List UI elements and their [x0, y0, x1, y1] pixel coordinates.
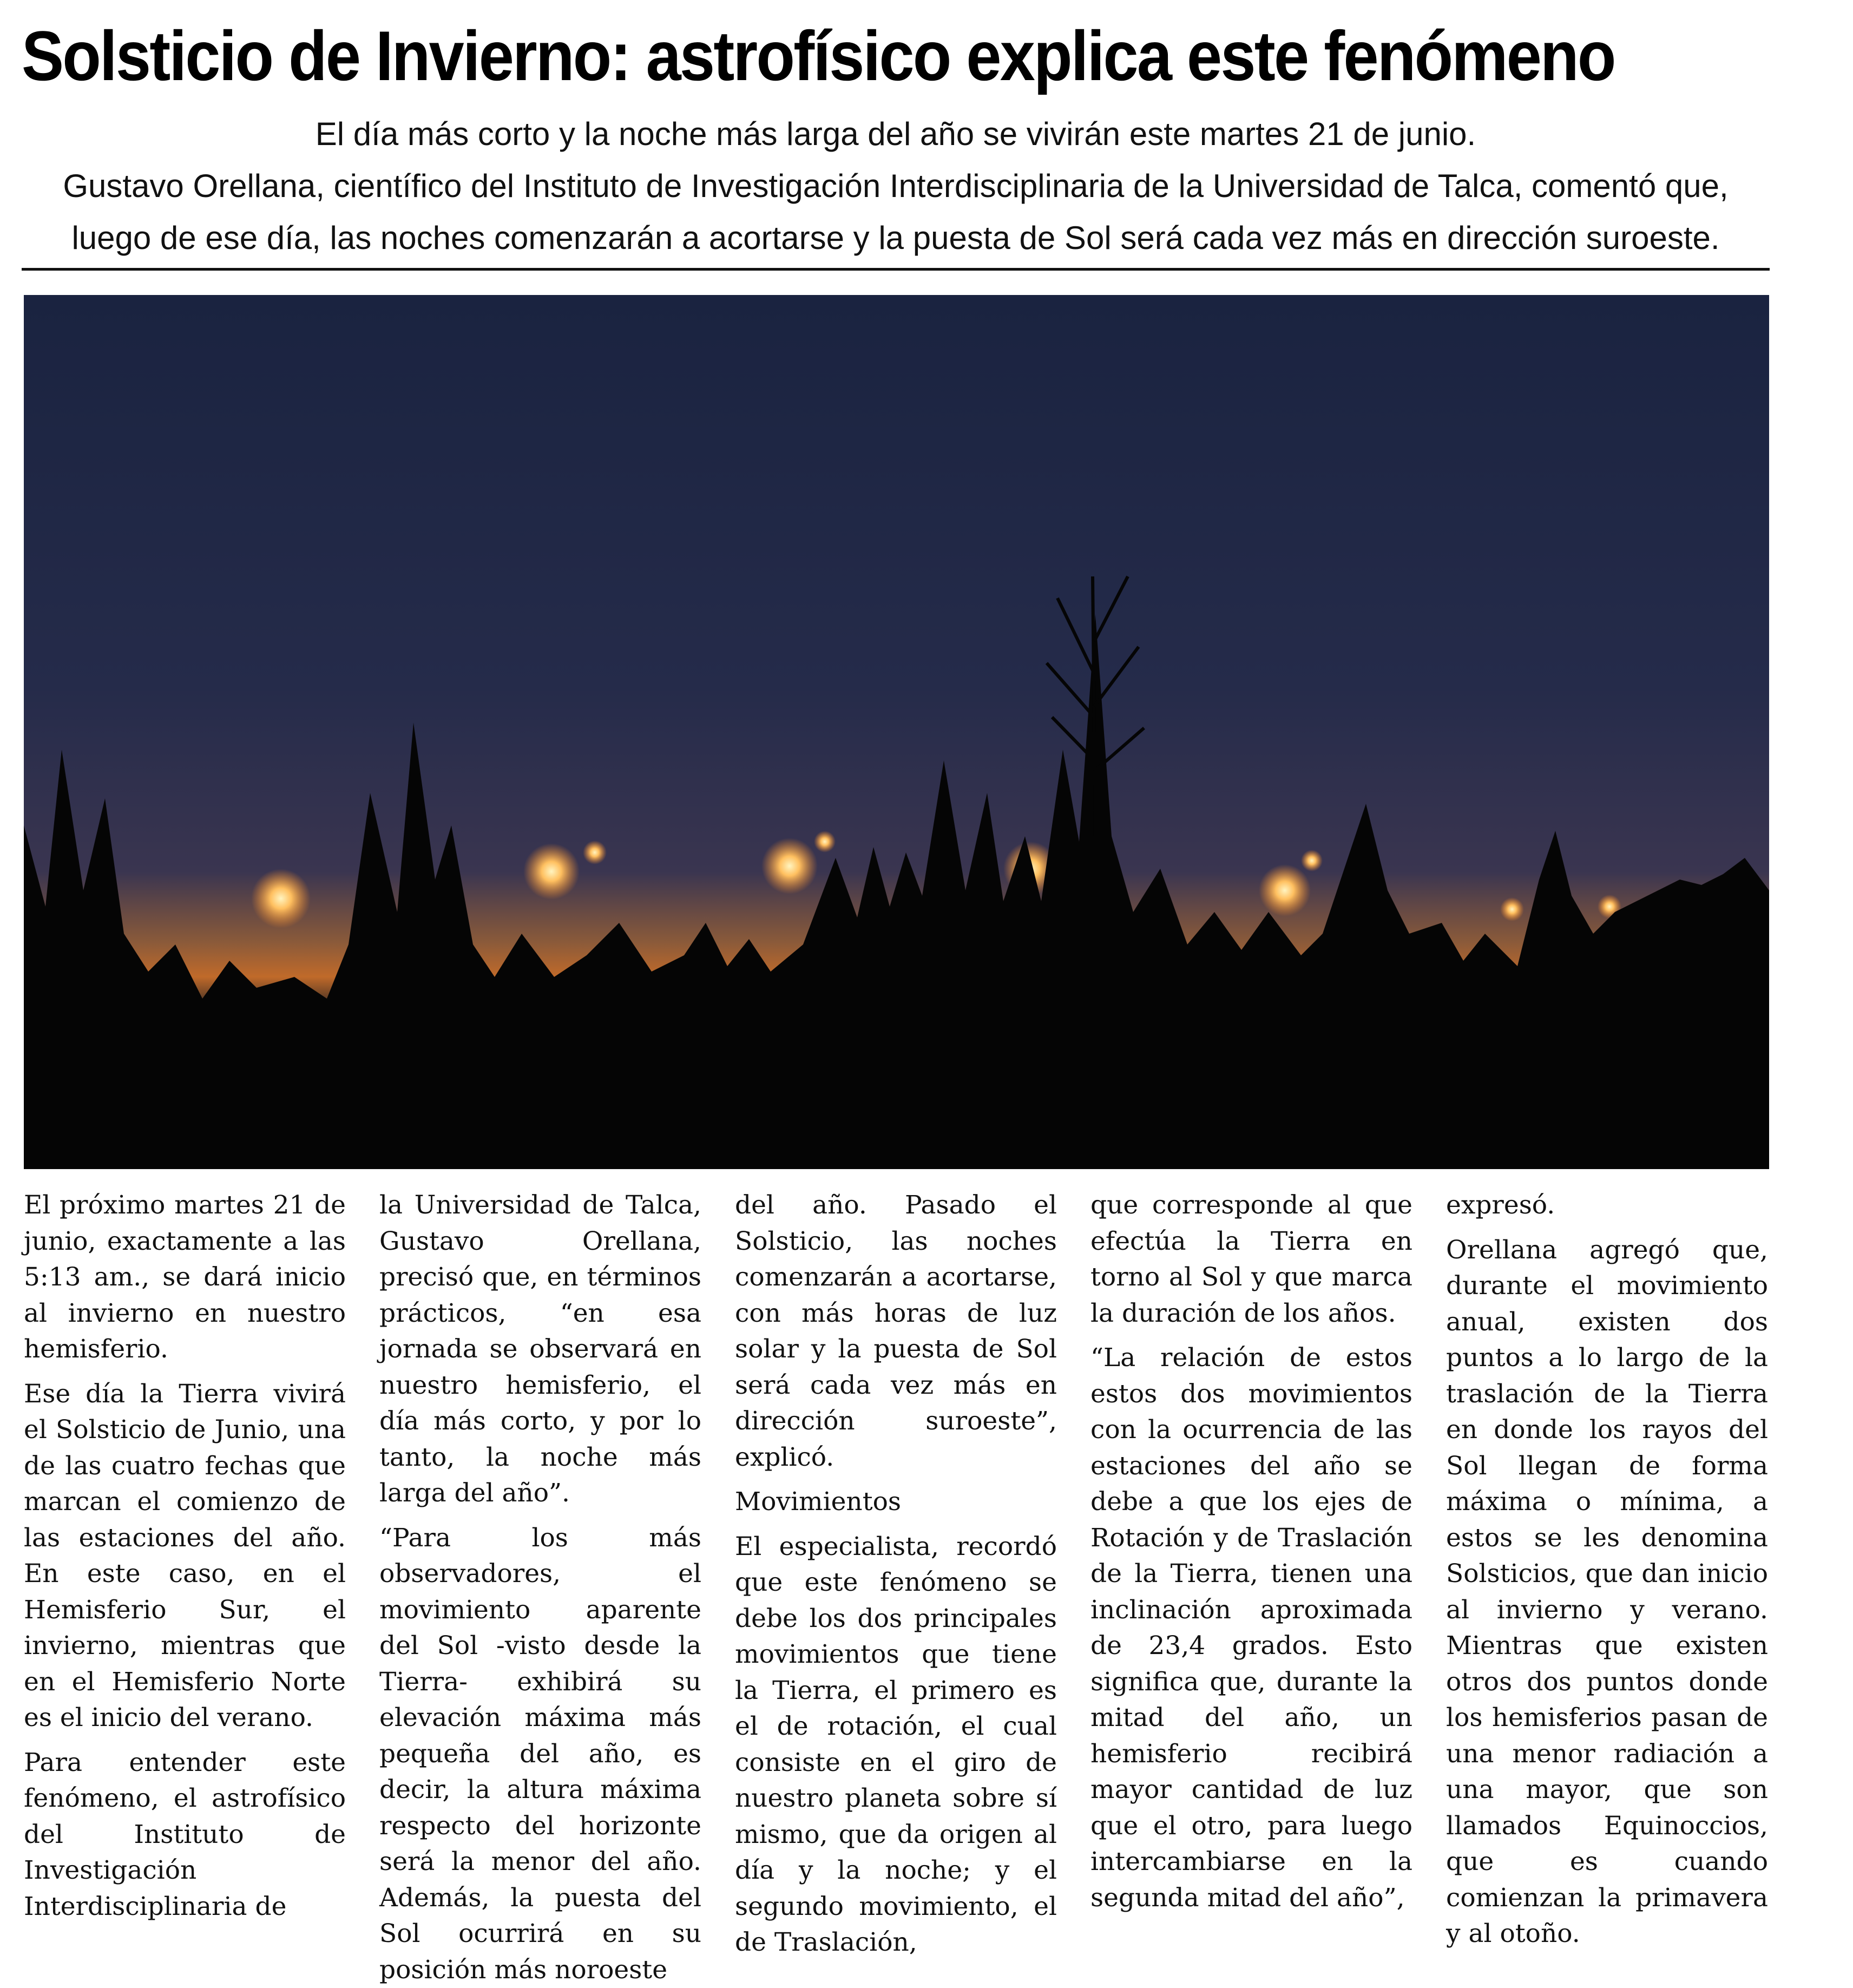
- paragraph: Ese día la Tierra vivirá el Solsticio de Junio, una de las cuatro fechas que marcan el comienzo de las estaciones del año. En este caso, en el Hemisferio Sur, el invierno, mientras que en el Hemisferio Norte es el inicio del verano.: [24, 1376, 346, 1736]
- deck-line: luego de ese día, las noches comenzarán a acortarse y la puesta de Sol será cada vez más en dirección suroeste.: [22, 212, 1770, 264]
- body-column-3: [735, 1187, 1057, 1907]
- paragraph: expresó.: [1446, 1187, 1768, 1224]
- paragraph: El especialista, recordó que este fenómeno se debe los dos principales movimientos que tiene la Tierra, el primero es el de rotación, el cual consiste en el giro de nuestro planeta sobre sí mismo, que da origen al día y la noche; y el segundo movimiento, el de Traslación,: [735, 1529, 1057, 1961]
- sunset-photo-illustration: [24, 295, 1769, 1169]
- subheading: Movimientos: [735, 1484, 1057, 1520]
- paragraph: “La relación de estos estos dos movimientos con la ocurrencia de las estaciones del año se debe a que los ejes de Rotación y de Traslación de la Tierra, tienen una inclinación aproximada de 23,4 grados. Esto significa que, durante la mitad del año, un hemisferio recibirá mayor cantidad de luz que el otro, para luego intercambiarse en la segunda mitad del año”,: [1090, 1340, 1412, 1916]
- paragraph: “Para los más observadores, el movimiento aparente del Sol -visto desde la Tierra- exhibirá su elevación máxima más pequeña del año, es decir, la altura máxima respecto del horizonte será la menor del año. Además, la puesta del Sol ocurrirá en su posición más noroeste: [379, 1520, 701, 1988]
- divider-rule: [22, 268, 1770, 271]
- deck-line: Gustavo Orellana, científico del Instituto de Investigación Interdisciplinaria de la Universidad de Talca, comentó que,: [22, 160, 1770, 212]
- deck: [22, 108, 1770, 264]
- article-body: [24, 1187, 1769, 1907]
- body-column-5: [1446, 1187, 1768, 1907]
- paragraph: Para entender este fenómeno, el astrofísico del Instituto de Investigación Interdisciplinaria de: [24, 1745, 346, 1925]
- body-column-4: [1090, 1187, 1412, 1907]
- paragraph: la Universidad de Talca, Gustavo Orellana, precisó que, en términos prácticos, “en esa jornada se observará en nuestro hemisferio, el día más corto, y por lo tanto, la noche más larga del año”.: [379, 1187, 701, 1512]
- paragraph: que corresponde al que efectúa la Tierra en torno al Sol y que marca la duración de los años.: [1090, 1187, 1412, 1331]
- sunset-photo: [24, 295, 1769, 1169]
- deck-line: El día más corto y la noche más larga del año se vivirán este martes 21 de junio.: [22, 108, 1770, 160]
- paragraph: Orellana agregó que, durante el movimiento anual, existen dos puntos a lo largo de la traslación de la Tierra en donde los rayos del Sol llegan de forma máxima o mínima, a estos se les denomina Solsticios, que dan inicio al invierno y verano. Mientras que existen otros dos puntos donde los hemisferios pasan de una menor radiación a una mayor, que son llamados Equinoccios, que es cuando comienzan la primavera y al otoño.: [1446, 1232, 1768, 1952]
- body-column-1: [24, 1187, 346, 1907]
- body-column-2: [379, 1187, 701, 1907]
- paragraph: El próximo martes 21 de junio, exactamente a las 5:13 am., se dará inicio al invierno en nuestro hemisferio.: [24, 1187, 346, 1368]
- headline: Solsticio de Invierno: astrofísico explica este fenómeno: [22, 10, 1595, 102]
- paragraph: del año. Pasado el Solsticio, las noches comenzarán a acortarse, con más horas de luz solar y la puesta de Sol será cada vez más en dirección suroeste”, explicó.: [735, 1187, 1057, 1475]
